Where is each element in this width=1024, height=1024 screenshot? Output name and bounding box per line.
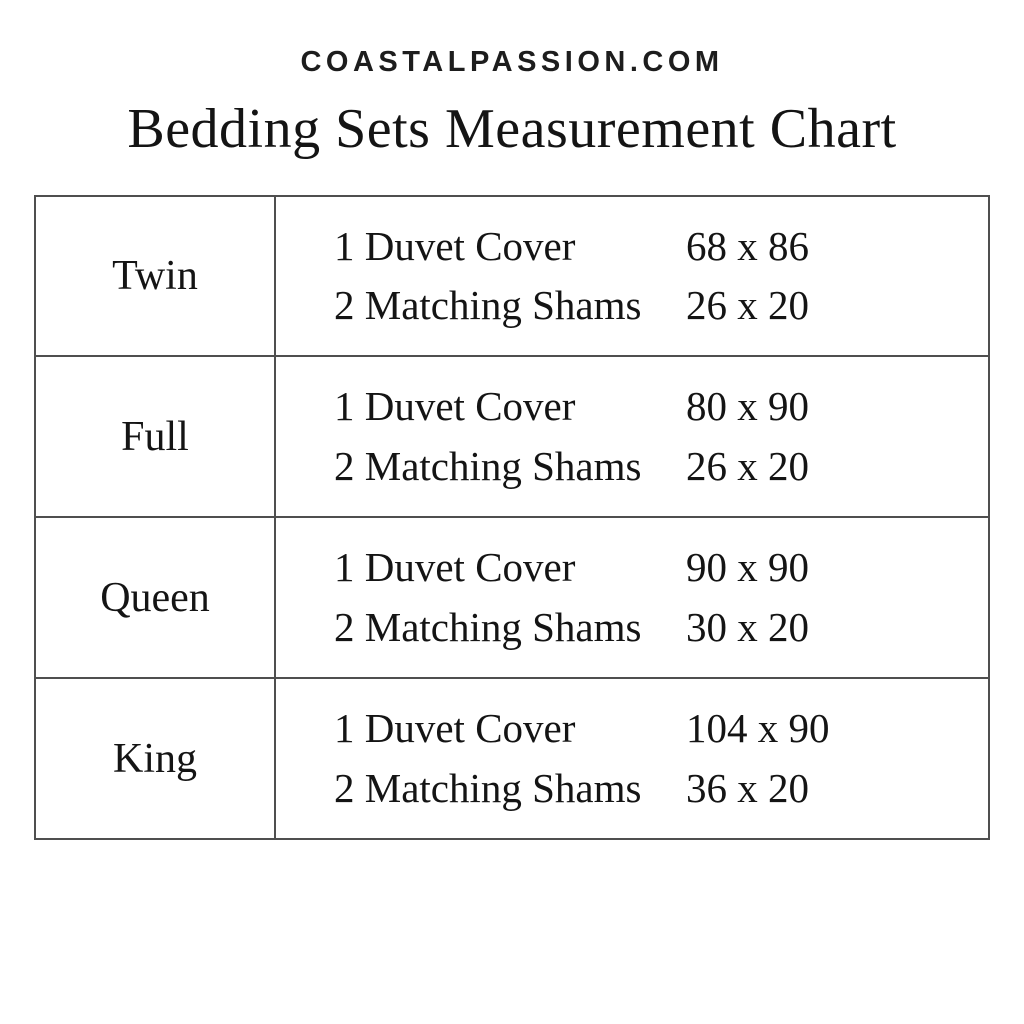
table-row [35,517,989,678]
item-line [334,276,988,335]
measurement-table [34,195,990,841]
measurement-table-container [34,195,990,841]
size-label: Queen [35,517,275,678]
item-line [334,699,988,758]
table-row [35,356,989,517]
items-cell [275,196,989,357]
table-row [35,678,989,839]
item-name: 1 Duvet Cover [334,383,576,430]
site-brand: COASTALPASSION.COM [300,46,724,78]
item-line [334,437,988,496]
item-line [334,759,988,818]
item-line [334,217,988,276]
item-dimensions: 68 x 86 [686,222,809,269]
item-dimensions: 36 x 20 [686,764,809,811]
item-name: 1 Duvet Cover [334,544,576,591]
item-line [334,598,988,657]
item-name: 1 Duvet Cover [334,705,576,752]
item-name: 2 Matching Shams [334,442,642,489]
item-dimensions: 30 x 20 [686,603,809,650]
item-line [334,377,988,436]
page-title: Bedding Sets Measurement Chart [127,98,897,160]
item-dimensions: 26 x 20 [686,442,809,489]
size-label: Full [35,356,275,517]
size-label: King [35,678,275,839]
items-cell [275,356,989,517]
item-name: 2 Matching Shams [334,603,642,650]
item-line [334,538,988,597]
items-cell [275,678,989,839]
item-dimensions: 80 x 90 [686,383,809,430]
item-name: 1 Duvet Cover [334,222,576,269]
table-row [35,196,989,357]
item-name: 2 Matching Shams [334,764,642,811]
item-name: 2 Matching Shams [334,282,642,329]
items-cell [275,517,989,678]
item-dimensions: 104 x 90 [686,705,830,752]
size-label: Twin [35,196,275,357]
item-dimensions: 26 x 20 [686,282,809,329]
item-dimensions: 90 x 90 [686,544,809,591]
